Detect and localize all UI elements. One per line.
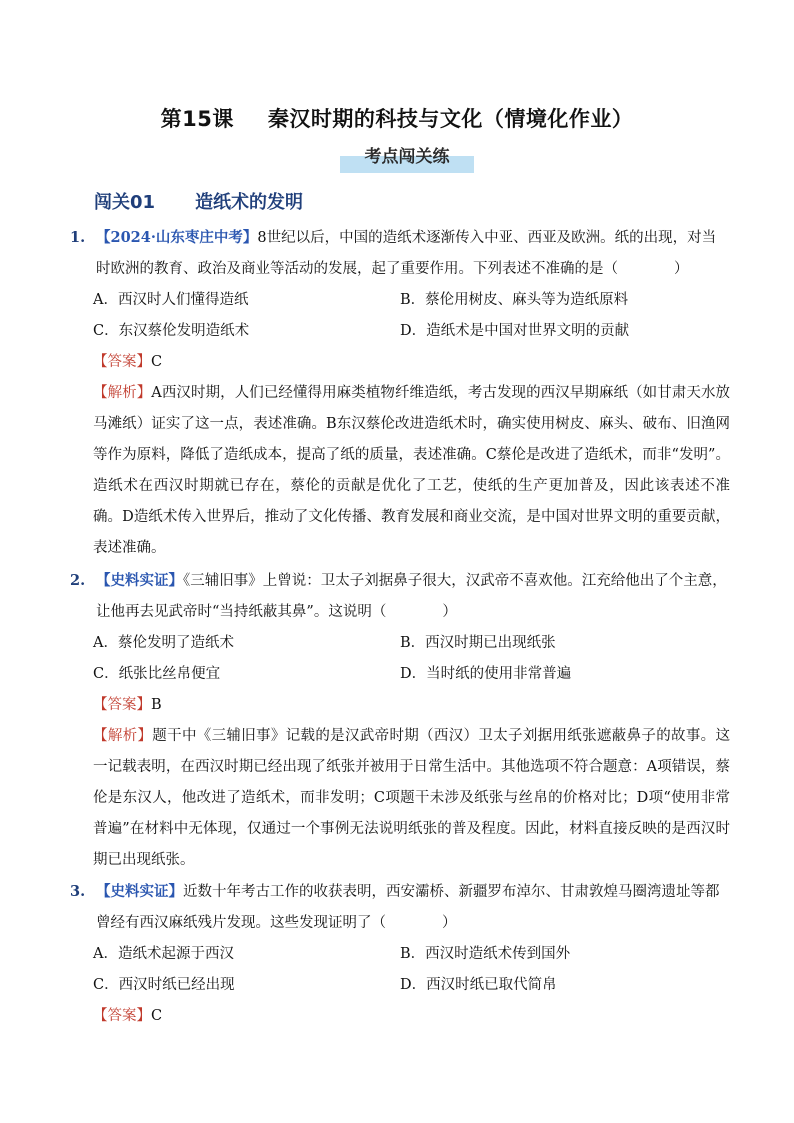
section-badge [340,140,476,178]
question-source-tag: 【2024·山东枣庄中考】 [96,229,258,246]
lesson-title: 秦汉时期的科技与文化（情境化作业） [267,107,634,131]
option-c: C．西汉时纸已经出现 [93,977,235,993]
question-number: 3. [70,883,86,900]
answer-value: C [151,354,163,370]
option-b: B．蔡伦用树皮、麻头等为造纸原料 [400,292,629,308]
question-2 [70,565,730,876]
analysis-text: A西汉时期，人们已经懂得用麻类植物纤维造纸，考古发现的西汉早期麻纸（如甘肃天水放马滩纸）证实了这一点，表述准确。B东汉蔡伦改进造纸术时，确实使用树皮、麻头、破布、旧渔网等作为原料，降低了造纸成本，提高了纸的质量，表述准确。C蔡伦是改进了造纸术，而非“发明”。造纸术在西汉时期就已存在，蔡伦的贡献是优化了工艺，使纸的生产更加普及，因此该表述不准确。D造纸术传入世界后，推动了文化传播、教育发展和商业交流，是中国对世界文明的重要贡献，表述准确。 [93,385,731,556]
option-d: D．西汉时纸已取代简帛 [400,977,557,993]
question-3 [70,876,730,1032]
page-title [0,103,794,133]
analysis [93,721,730,876]
question-text: 近数十年考古工作的收获表明，西安灞桥、新疆罗布淖尔、甘肃敦煌马圈湾遗址等都曾经有西汉麻纸残片发现。这些发现证明了（ [96,884,720,931]
badge-text: 考点闯关练 [364,147,450,167]
question-1 [70,222,730,564]
option-b: B．西汉时期已出现纸张 [400,635,556,651]
option-b: B．西汉时造纸术传到国外 [400,946,571,962]
options [93,939,730,1001]
answer-label: 【答案】 [93,1008,151,1024]
question-stem: 【2024·山东枣庄中考】8世纪以后，中国的造纸术逐渐传入中亚、西亚及欧洲。纸的出现，对当时欧洲的教育、政治及商业等活动的发展，起了重要作用。下列表述不准确的是（ ） [96,229,717,277]
question-source-tag: 【史料实证】 [96,883,183,900]
analysis-label: 【解析】 [93,728,153,744]
option-d: D．当时纸的使用非常普遍 [400,666,572,682]
answer-value: C [151,1008,163,1024]
answer-label: 【答案】 [93,697,151,713]
answer-value: B [151,697,162,713]
option-a: A．造纸术起源于西汉 [93,946,234,962]
section-heading [94,188,303,214]
question-stem: 【史料实证】近数十年考古工作的收获表明，西安灞桥、新疆罗布淖尔、甘肃敦煌马圈湾遗址等都曾经有西汉麻纸残片发现。这些发现证明了（ ） [96,883,720,931]
answer-line [93,690,730,721]
option-a: A．西汉时人们懂得造纸 [93,292,249,308]
section-label: 闯关01 [94,192,156,213]
question-text: 《三辅旧事》上曾说：卫太子刘据鼻子很大，汉武帝不喜欢他。江充给他出了个主意，让他再去见武帝时“当持纸蔽其鼻”。这说明（ [96,573,727,620]
option-c: C．东汉蔡伦发明造纸术 [93,323,250,339]
question-text: 8世纪以后，中国的造纸术逐渐传入中亚、西亚及欧洲。纸的出现，对当时欧洲的教育、政治及商业等活动的发展，起了重要作用。下列表述不准确的是（ [96,230,717,277]
options [93,285,730,347]
question-stem: 【史料实证】《三辅旧事》上曾说：卫太子刘据鼻子很大，汉武帝不喜欢他。江充给他出了个主意，让他再去见武帝时“当持纸蔽其鼻”。这说明（ ） [96,572,727,620]
options [93,628,730,690]
answer-line [93,347,730,378]
question-number: 1. [70,229,86,246]
analysis-text: 题干中《三辅旧事》记载的是汉武帝时期（西汉）卫太子刘据用纸张遮蔽鼻子的故事。这一记载表明，在西汉时期已经出现了纸张并被用于日常生活中。其他选项不符合题意：A项错误，蔡伦是东汉人，他改进了造纸术，而非发明；C项题干未涉及纸张与丝帛的价格对比；D项“使用非常普遍”在材料中无体现，仅通过一个事例无法说明纸张的普及程度。因此，材料直接反映的是西汉时期已出现纸张。 [93,728,731,868]
analysis-label: 【解析】 [93,385,152,401]
answer-label: 【答案】 [93,354,151,370]
answer-line [93,1001,730,1032]
option-c: C．纸张比丝帛便宜 [93,666,221,682]
option-a: A．蔡伦发明了造纸术 [93,635,234,651]
question-source-tag: 【史料实证】 [96,572,183,589]
analysis [93,378,730,564]
option-d: D．造纸术是中国对世界文明的贡献 [400,323,630,339]
question-number: 2. [70,572,86,589]
lesson-number: 第15课 [160,107,234,131]
section-title: 造纸术的发明 [195,192,304,213]
